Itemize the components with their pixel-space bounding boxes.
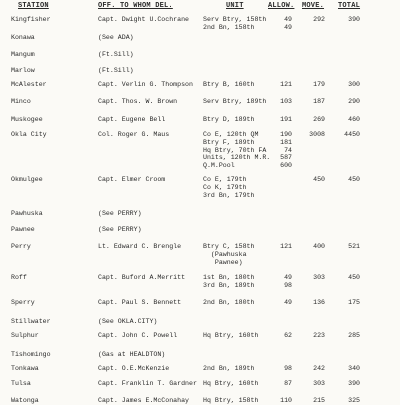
cell-officer: Capt. James E.McConahay [98,397,190,404]
cell-move: 303 [313,274,325,281]
cell-total: 390 [348,16,360,23]
cell-unit: Btry C, 158th (Pawhuska Pawnee) [203,243,255,266]
cell-total: 175 [348,299,360,306]
cell-officer: Capt. Franklin T. Gardner [98,380,197,387]
cell-allow: 49 49 [284,16,292,31]
cell-total: 285 [348,332,360,339]
cell-officer: (Ft.Sill) [98,67,134,74]
cell-officer: Lt. Edward C. Brengle [98,243,182,250]
cell-station: Roff [11,274,27,281]
cell-move: 179 [313,81,325,88]
cell-unit: Hq Btry, 158th [203,397,259,404]
cell-station: Marlow [11,67,35,74]
cell-station: McAlester [11,81,47,88]
cell-officer: Capt. Dwight U.Cochrane [98,16,190,23]
cell-total: 521 [348,243,360,250]
cell-station: Okmulgee [11,176,43,183]
cell-total: 460 [348,116,360,123]
cell-total: 390 [348,380,360,387]
cell-allow: 49 [284,299,292,306]
cell-station: Pawnee [11,226,35,233]
cell-move: 136 [313,299,325,306]
cell-officer: Capt. Thos. W. Brown [98,98,178,105]
cell-station: Pawhuska [11,210,43,217]
cell-total: 4450 [344,131,360,138]
cell-allow: 103 [280,98,292,105]
cell-station: Watonga [11,397,39,404]
cell-move: 269 [313,116,325,123]
cell-allow: 49 98 [284,274,292,289]
cell-allow: 98 [284,365,292,372]
header-total: TOTAL [338,2,361,10]
cell-move: 223 [313,332,325,339]
cell-unit: Btry B, 160th [203,81,255,88]
cell-unit: 2nd Bn, 180th [203,299,255,306]
cell-station: Mangum [11,51,35,58]
cell-officer: Capt. Eugene Bell [98,116,166,123]
cell-unit: 2nd Bn, 189th [203,365,255,372]
cell-allow: 190 181 74 587 600 [280,131,292,170]
cell-move: 187 [313,98,325,105]
header-unit: UNIT [226,2,244,10]
header-station: STATION [18,2,49,10]
cell-station: Perry [11,243,31,250]
cell-officer: (Gas at HEALDTON) [98,351,166,358]
cell-station: Kingfisher [11,16,51,23]
cell-move: 303 [313,380,325,387]
cell-officer: (See PERRY) [98,210,142,217]
cell-allow: 87 [284,380,292,387]
cell-officer: Capt. O.E.McKenzie [98,365,170,372]
cell-officer: Capt. Buford A.Merritt [98,274,186,281]
cell-officer: (Ft.Sill) [98,51,134,58]
cell-unit: 1st Bn, 180th 3rd Bn, 189th [203,274,255,289]
cell-total: 290 [348,98,360,105]
cell-station: Minco [11,98,31,105]
cell-total: 300 [348,81,360,88]
cell-move: 242 [313,365,325,372]
cell-officer: Capt. Paul S. Bennett [98,299,182,306]
cell-allow: 110 [280,397,292,404]
cell-allow: 62 [284,332,292,339]
cell-move: 292 [313,16,325,23]
cell-officer: Capt. John C. Powell [98,332,178,339]
cell-move: 215 [313,397,325,404]
cell-unit: Co E, 179th Co K, 179th 3rd Bn, 179th [203,176,255,199]
cell-move: 400 [313,243,325,250]
cell-total: 340 [348,365,360,372]
cell-unit: Serv Btry, 189th [203,98,267,105]
cell-total: 325 [348,397,360,404]
cell-station: Stillwater [11,318,51,325]
cell-move: 3008 [309,131,325,138]
cell-unit: Btry D, 189th [203,116,255,123]
cell-officer: (See OKLA.CITY) [98,318,158,325]
cell-move: 450 [313,176,325,183]
cell-station: Tonkawa [11,365,39,372]
cell-station: Konawa [11,34,35,41]
cell-unit: Hq Btry, 160th [203,380,259,387]
cell-station: Sperry [11,299,35,306]
cell-unit: Serv Btry, 158th 2nd Bn, 158th [203,16,267,31]
header-move: MOVE. [302,2,325,10]
cell-station: Okla City [11,131,47,138]
cell-officer: Col. Roger G. Maus [98,131,170,138]
cell-total: 450 [348,274,360,281]
cell-officer: Capt. Elmer Croom [98,176,166,183]
cell-officer: (See ADA) [98,34,134,41]
cell-station: Muskogee [11,116,43,123]
cell-station: Tishomingo [11,351,51,358]
cell-allow: 121 [280,243,292,250]
cell-unit: Co E, 120th QM Btry F, 189th Hq Btry, 70th FA Units, 120th M.R. Q.M.Pool [203,131,271,170]
header-allow: ALLOW. [268,2,295,10]
cell-officer: Capt. Verlin G. Thompson [98,81,193,88]
cell-station: Tulsa [11,380,31,387]
cell-allow: 191 [280,116,292,123]
cell-officer: (See PERRY) [98,226,142,233]
cell-allow: 121 [280,81,292,88]
cell-unit: Hq Btry, 160th [203,332,259,339]
cell-station: Sulphur [11,332,39,339]
cell-total: 450 [348,176,360,183]
header-officer: OFF. TO WHOM DEL. [98,2,173,10]
